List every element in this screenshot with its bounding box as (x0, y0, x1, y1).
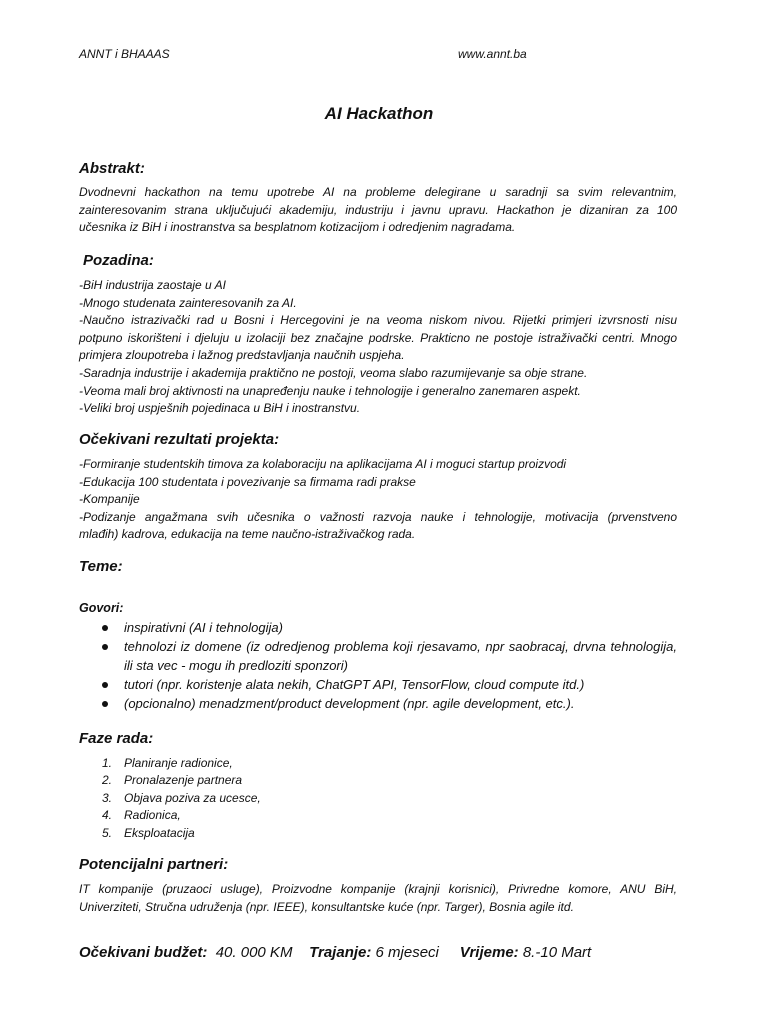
list-item (79, 618, 677, 637)
pozadina-line: primjera zloupotreba i lažnog predstavljanja naučnih uspjeha. (79, 348, 405, 363)
duration-label: Trajanje: (309, 944, 372, 961)
list-item-text: tutori (npr. koristenje alata nekih, ChatGPT API, TensorFlow, cloud compute itd.) (124, 677, 585, 692)
bullet-icon (102, 644, 108, 650)
list-item (79, 694, 677, 713)
abstrakt-line: učesnika iz BiH i inostranstva sa besplatnom kotizacijom i odredjenim nagradama. (79, 220, 516, 235)
list-item-text: tehnolozi iz domene (iz odredjenog problema koji rjesavamo, npr saobracaj, drvna tehnologija, ili sta vec - mogu ih predloziti sponzori) (124, 639, 677, 673)
list-item-text: (opcionalno) menadzment/product development (npr. agile development, etc.). (124, 696, 575, 711)
partneri-line: Univerziteti, Stručna udruženja (npr. IEEE), konsultantske kuće (npr. Targer), Bosnia agile itd. (79, 899, 574, 914)
pozadina-heading: Pozadina: (83, 252, 154, 269)
document-title: AI Hackathon (324, 104, 434, 123)
pozadina-line: -Naučno istrazivački rad u Bosni i Hercegovini je na veoma niskom nivou. Rijetki primjeri izvrsnosti nisu (79, 313, 677, 328)
list-item-text: Objava poziva za ucesce, (124, 790, 261, 805)
abstrakt-line: Dvodnevni hackathon na temu upotrebe AI na probleme delegirane u saradnji sa svim relevantnim, (79, 185, 677, 199)
rezultati-line: -Formiranje studentskih timova za kolaboraciju na aplikacijama AI i moguci startup proizvodi (79, 457, 567, 471)
pozadina-line: -Mnogo studenata zainteresovanih za AI. (79, 295, 297, 310)
list-item-number: 4. (102, 808, 113, 823)
list-item (79, 637, 677, 675)
list-item-text: Eksploatacija (124, 825, 195, 840)
govori-subheading: Govori: (79, 601, 124, 615)
abstrakt-paragraph (79, 184, 677, 237)
faze-list (79, 755, 261, 842)
time-label: Vrijeme: (459, 944, 519, 961)
list-item-text: Pronalazenje partnera (124, 773, 243, 788)
pozadina-line: -Veoma mali broj aktivnosti na unapređenju nauke i tehnologije i generalno zanemaren aspekt. (79, 383, 581, 398)
list-item-text: Radionica, (124, 808, 181, 823)
govori-list (79, 618, 677, 713)
list-item-number: 5. (102, 825, 113, 840)
bullet-icon (102, 625, 108, 631)
pozadina-paragraph (79, 277, 677, 418)
partneri-line: IT kompanije (pruzaoci usluge), Proizvodne kompanije (krajnji korisnici), Privredne komore, ANU BiH, (79, 882, 677, 896)
faze-heading: Faze rada: (79, 730, 154, 747)
list-item-number: 2. (102, 773, 113, 788)
abstrakt-heading: Abstrakt: (79, 160, 145, 177)
pozadina-line: -BiH industrija zaostaje u AI (79, 278, 226, 292)
time-value: 8.-10 Mart (522, 944, 592, 961)
rezultati-line: -Kompanije (79, 492, 140, 507)
list-item (79, 807, 261, 824)
budget-label: Očekivani budžet: (79, 944, 208, 961)
rezultati-line: -Edukacija 100 studentata i povezivanje sa firmama radi prakse (79, 474, 416, 489)
rezultati-heading: Očekivani rezultati projekta: (79, 431, 280, 448)
partneri-heading: Potencijalni partneri: (79, 856, 229, 873)
list-item (79, 790, 261, 807)
budget-row (79, 944, 591, 961)
list-item-text: inspirativni (AI i tehnologija) (124, 620, 283, 635)
partneri-paragraph (79, 881, 677, 916)
bullet-icon (102, 682, 108, 688)
list-item (79, 755, 261, 772)
list-item-number: 3. (102, 790, 113, 805)
rezultati-paragraph (79, 456, 677, 544)
list-item-text: Planiranje radionice, (124, 756, 233, 770)
list-item (79, 675, 677, 694)
pozadina-line: -Veliki broj uspješnih pojedinaca u BiH i inostranstvu. (79, 401, 361, 416)
teme-heading: Teme: (79, 558, 123, 575)
list-item-number: 1. (102, 756, 113, 770)
pozadina-line: -Saradnja industrije i akademija praktično ne postoji, veoma slabo razumijevanje sa obje strane. (79, 365, 588, 380)
abstrakt-line: zainteresovanim strana uključujući akademiju, industriju i javnu upravu. Hackathon je dizaniran za 100 (79, 202, 677, 217)
pozadina-line: potpuno iskorišteni i djeluju u izolaciji bez značajne podrske. Prakticno ne postoje istraživački centri. Mnogo (79, 330, 677, 345)
list-item (79, 772, 261, 789)
duration-value: 6 mjeseci (375, 944, 439, 961)
rezultati-line: mlađih) kadrova, edukacija na teme naučno-istraživačkog rada. (79, 527, 416, 542)
rezultati-line: -Podizanje angažmana svih učesnika o važnosti razvoja nauke i tehnologije, motivacija (prvenstveno (79, 509, 677, 524)
bullet-icon (102, 701, 108, 707)
header-website: www.annt.ba (458, 47, 527, 61)
budget-value: 40. 000 KM (215, 944, 293, 961)
list-item (79, 825, 261, 842)
header-organization: ANNT i BHAAAS (79, 47, 170, 61)
